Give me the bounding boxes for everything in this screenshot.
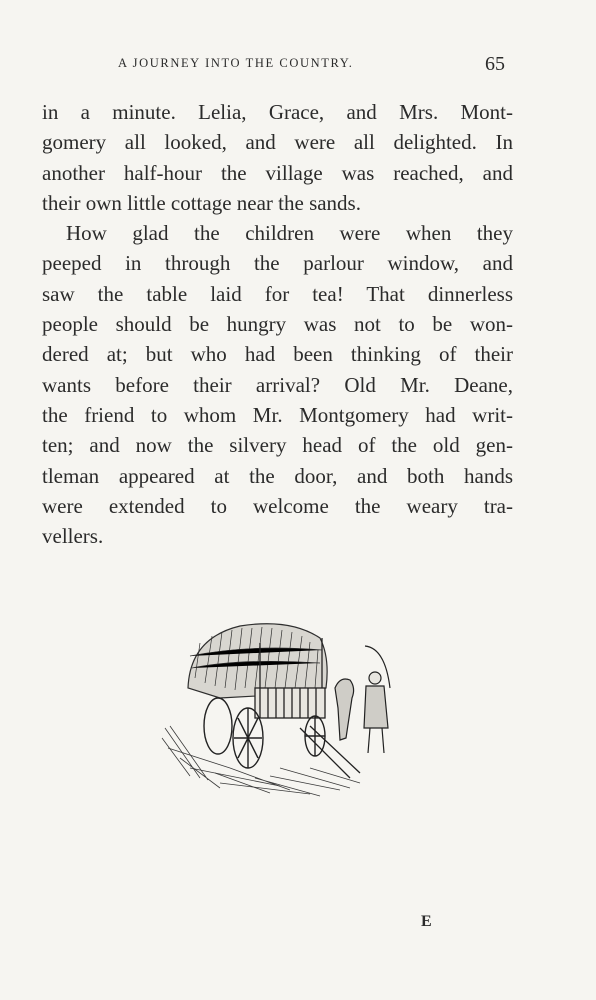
running-title: A JOURNEY INTO THE COUNTRY. (118, 56, 354, 70)
text-line: tleman appeared at the door, and both hands (42, 463, 513, 488)
text-line: gomery all looked, and were all delighted. In (42, 130, 513, 155)
text-line: peeped in through the parlour window, and (42, 251, 513, 276)
text-line: were extended to welcome the weary tra- (42, 493, 513, 518)
haycart-engraving (160, 618, 400, 798)
text-line: How glad the children were when they (66, 221, 513, 246)
text-line: wants before their arrival? Old Mr. Deane, (42, 372, 513, 397)
text-line: the friend to whom Mr. Montgomery had writ- (42, 402, 513, 427)
horse-and-driver (335, 646, 390, 753)
page-number: 65 (485, 53, 505, 75)
text-line: people should be hungry was not to be won- (42, 312, 513, 337)
hay-load (188, 624, 327, 698)
text-line: dered at; but who had been thinking of their (42, 342, 513, 367)
signature-mark: E (421, 913, 432, 930)
body-text (42, 97, 513, 551)
text-line: ten; and now the silvery head of the old gen- (42, 433, 513, 458)
text-line: their own little cottage near the sands. (42, 190, 361, 215)
ground-shading (162, 726, 360, 796)
running-head (0, 53, 596, 80)
text-line: vellers. (42, 524, 104, 549)
text-line: another half-hour the village was reached, and (42, 160, 513, 185)
text-line: saw the table laid for tea! That dinnerless (42, 281, 513, 306)
text-line: in a minute. Lelia, Grace, and Mrs. Mont- (42, 100, 513, 124)
